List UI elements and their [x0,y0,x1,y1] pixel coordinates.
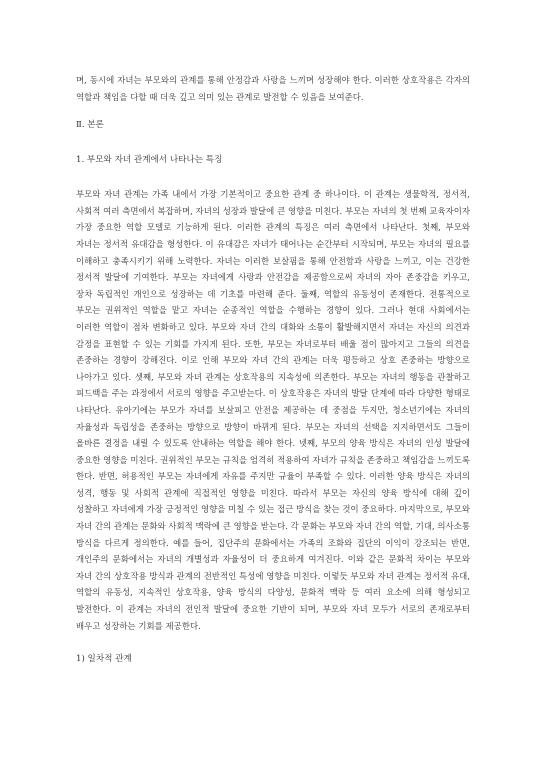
body-paragraph: 부모와 자녀 관계는 가족 내에서 가장 기본적이고 중요한 관계 중 하나이다. 이 관계는 생물학적, 정서적, 사회적 여러 측면에서 복잡하며, 자녀의 성장과 발달에 큰 영향을 미친다. 부모는 자녀의 첫 번째 교육자이자 가장 중요한 역할 모델로 기능하게 된다. 이러한 관계의 특징은 여러 측면에서 나타난다. 첫째, 부모와 자녀는 정서적 유대감을 형성한다. 이 유대감은 자녀가 태어나는 순간부터 시작되며, 부모는 자녀의 필요를 이해하고 충족시키기 위해 노력한다. 자녀는 이러한 보살핌을 통해 안전함과 사랑을 느끼고, 이는 건강한 정서적 발달에 기여한다. 부모는 자녀에게 사랑과 안전감을 제공함으로써 자녀의 자아 존중감을 키우고, 장차 독립적인 개인으로 성장하는 데 기초를 마련해 준다. 둘째, 역할의 유동성이 존재한다. 전통적으로 부모는 권위적인 역할을 맡고 자녀는 순종적인 역할을 수행하는 경향이 있다. 그러나 현대 사회에서는 이러한 역할이 점차 변화하고 있다. 부모와 자녀 간의 대화와 소통이 활발해지면서 자녀는 자신의 의견과 감정을 표현할 수 있는 기회를 가지게 된다. 또한, 부모는 자녀로부터 배울 점이 많아지고 그들의 의견을 존중하는 경향이 강해진다. 이로 인해 부모와 자녀 간의 관계는 더욱 평등하고 상호 존중하는 방향으로 나아가고 있다. 셋째, 부모와 자녀 관계는 상호작용의 지속성에 의존한다. 부모는 자녀의 행동을 관찰하고 피드백을 주는 과정에서 서로의 영향을 주고받는다. 이 상호작용은 자녀의 발달 단계에 따라 다양한 형태로 나타난다. 유아기에는 부모가 자녀를 보살피고 안전을 제공하는 데 중점을 두지만, 청소년기에는 자녀의 자율성과 독립성을 존중하는 방향으로 방향이 바뀌게 된다. 부모는 자녀의 선택을 지지하면서도 그들이 올바른 결정을 내릴 수 있도록 안내하는 역할을 해야 한다. 넷째, 부모의 양육 방식은 자녀의 인성 발달에 중요한 영향을 미친다. 권위적인 부모는 규칙을 엄격히 적용하여 자녀가 규칙을 존중하고 책임감을 느끼도록 한다. 반면, 허용적인 부모는 자녀에게 자유를 주지만 규율이 부족할 수 있다. 이러한 양육 방식은 자녀의 성격, 행동 및 사회적 관계에 직접적인 영향을 미친다. 따라서 부모는 자신의 양육 방식에 대해 깊이 성찰하고 자녀에게 가장 긍정적인 영향을 미칠 수 있는 접근 방식을 찾는 것이 중요하다. 마지막으로, 부모와 자녀 간의 관계는 문화와 사회적 맥락에 큰 영향을 받는다. 각 문화는 부모와 자녀 간의 역할, 기대, 의사소통 방식을 다르게 정의한다. 예를 들어, 집단주의 문화에서는 가족의 조화와 집단의 이익이 강조되는 반면, 개인주의 문화에서는 자녀의 개별성과 자율성이 더 중요하게 여겨진다. 이와 같은 문화적 차이는 부모와 자녀 간의 상호작용 방식과 관계의 전반적인 특성에 영향을 미친다. 이렇듯 부모와 자녀 관계는 정서적 유대, 역할의 유동성, 지속적인 상호작용, 양육 방식의 다양성, 문화적 맥락 등 여러 요소에 의해 형성되고 발전한다. 이 관계는 자녀의 전인적 발달에 중요한 기반이 되며, 부모와 자녀 모두가 서로의 존재로부터 배우고 성장하는 기회를 제공한다. [76,189,470,631]
intro-paragraph: 며, 동시에 자녀는 부모와의 관계를 통해 안정감과 사랑을 느끼며 성장해야 한다. 이러한 상호작용은 각자의 역할과 책임을 다할 때 더욱 깊고 의미 있는 관계로 발전할 수 있음을 보여준다. [76,75,470,102]
subsection-heading: 1. 부모와 자녀 관계에서 나타나는 특징 [76,155,223,166]
minor-heading: 1) 일차적 관계 [76,654,132,665]
section-heading: Ⅱ. 본론 [76,120,104,131]
